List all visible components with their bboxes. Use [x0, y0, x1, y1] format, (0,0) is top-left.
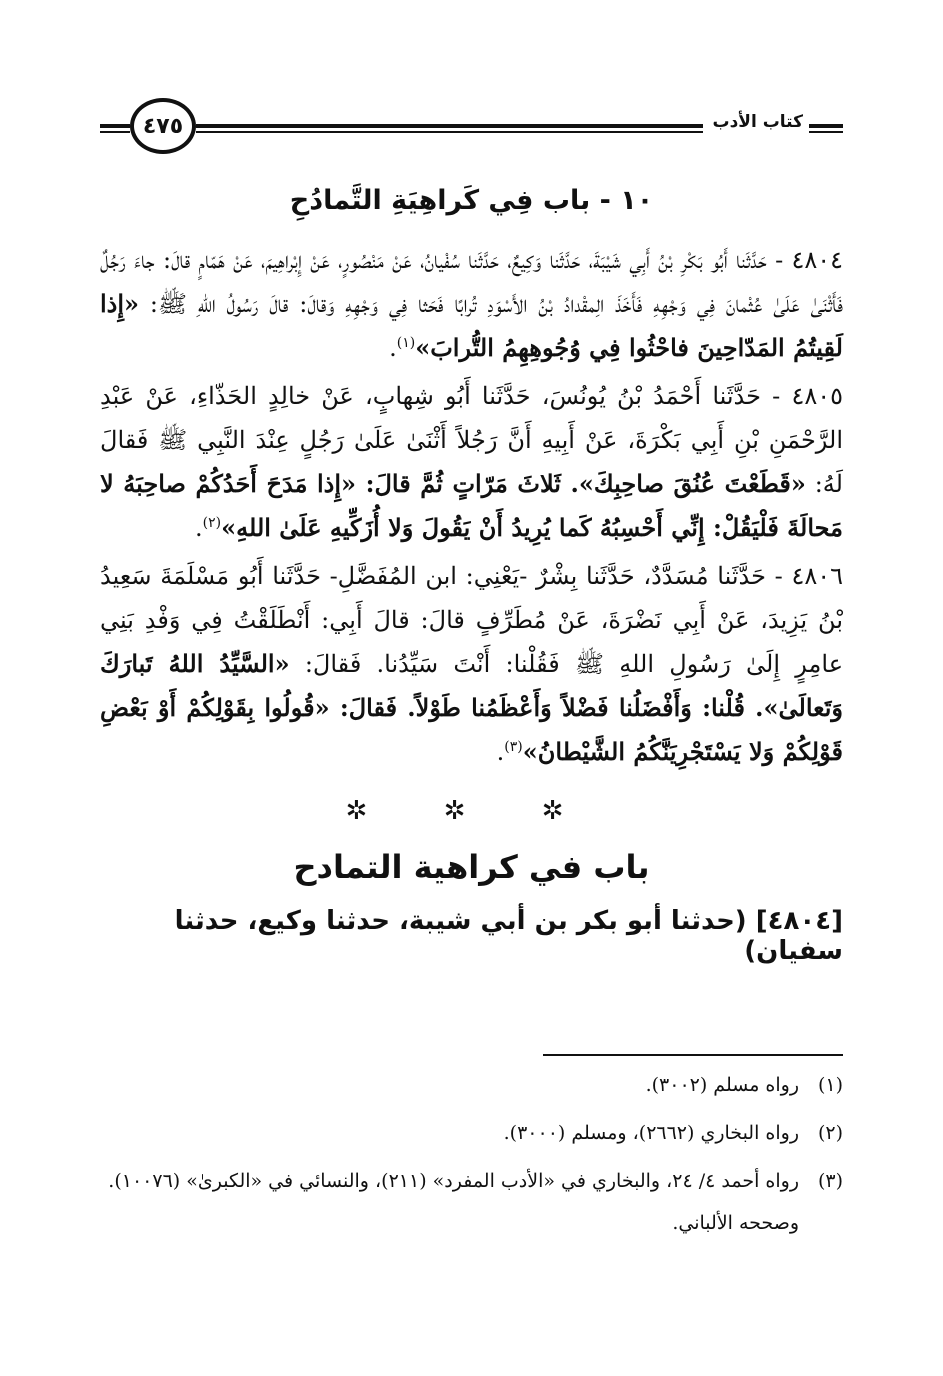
- footnote-divider: [543, 1054, 843, 1056]
- main-text: [100, 185, 843, 966]
- prophet-quote: «السَّيِّدُ اللهُ تَبارَكَ وَتَعالَىٰ». قُلْنا: وَأَفْضَلُنا فَضْلاً وَأَعْظَمُنا طَوْلاً. فَقالَ: «قُولُوا بِقَوْلِكُمْ أَوْ بَعْضِ قَوْلِكُمْ وَلا يَسْتَجْرِيَنَّكُمُ الشَّيْطانُ»: [100, 649, 843, 766]
- header-rule: [809, 124, 843, 128]
- book-title: كتاب الأدب: [712, 112, 803, 132]
- footnote-ref[interactable]: (٢): [202, 515, 222, 531]
- prophet-quote: «إِذا لَقِيتُمُ المَدّاحِينَ فاحْثُوا فِي وُجُوهِهِمُ التُّرابَ»: [100, 289, 843, 362]
- footnote: [100, 1116, 843, 1150]
- header-rule: [809, 131, 843, 133]
- commentary-text: [٤٨٠٤] (حدثنا أبو بكر بن أبي شيبة، حدثنا وكيع، حدثنا سفيان): [174, 906, 843, 966]
- header-rule: [100, 131, 130, 133]
- header-rule: [100, 124, 130, 128]
- header-rule: [196, 131, 703, 133]
- prophet-quote: «قَطَعْتَ عُنُقَ صاحِبِكَ». ثَلاثَ مَرّاتٍ ثُمَّ قالَ: «إِذا مَدَحَ أَحَدُكُمْ صاحِبَهُ لا مَحالَةَ فَلْيَقُلْ: إِنِّي أَحْسِبُهُ كَما يُرِيدُ أَنْ يَقُولَ وَلا أُزَكِّيهِ عَلَىٰ اللهِ»: [100, 469, 843, 542]
- page-header: [100, 98, 843, 160]
- footnote-number: (٢): [817, 1122, 843, 1144]
- commentary-heading: باب في كراهية التمادح: [293, 848, 650, 886]
- footnote: [100, 1164, 843, 1198]
- footnote-text: رواه أحمد ٤/ ٢٤، والبخاري في «الأدب المفرد» (٢١١)، والنسائي في «الكبرىٰ» (١٠٠٧٦).: [108, 1170, 799, 1192]
- footnote-number: (٣): [817, 1170, 843, 1192]
- page-number: ٤٧٥: [130, 98, 196, 154]
- header-rule: [196, 124, 703, 128]
- footnote-number: (١): [817, 1074, 843, 1096]
- hadith-text: ٤٨٠٤ - حَدَّثَنا أَبُو بَكْرِ بْنُ أَبِي شَيْبَةَ، حَدَّثَنا وَكِيعٌ، حَدَّثَنا سُفْيانُ، عَنْ مَنْصُورٍ، عَنْ إِبْراهِيمَ، عَنْ هَمّامٍ قالَ: جاءَ رَجُلٌ فَأَثْنَىٰ عَلَىٰ عُثْمانَ فِي وَجْهِهِ فَأَخَذَ الِمقْدادُ بْنُ الأَسْوَدِ تُرابًا فَحَثا فِي وَجْهِهِ وَقالَ: قالَ رَسُولُ اللهِ ﷺ:: [100, 246, 843, 318]
- chapter-heading: ١٠ - باب فِي كَراهِيَةِ التَّمادُحِ: [289, 185, 654, 216]
- hadith-paragraph: ٤٨٠٥ - حَدَّثَنا أَحْمَدُ بْنُ يُونُسَ، حَدَّثَنا أَبُو شِهابٍ، عَنْ خالِدٍ الحَذّاءِ، عَنْ عَبْدِ الرَّحْمَنِ بْنِ أَبِي بَكْرَةَ، عَنْ أَبِيهِ أَنَّ رَجُلاً أَثْنَىٰ عَلَىٰ رَجُلٍ عِنْدَ النَّبِي ﷺ فَقالَ لَهُ: «قَطَعْتَ عُنُقَ صاحِبِكَ». ثَلاثَ مَرّاتٍ ثُمَّ قالَ: «إِذا مَدَحَ أَحَدُكُمْ صاحِبَهُ لا مَحالَةَ فَلْيَقُلْ: إِنِّي أَحْسِبُهُ كَما يُرِيدُ أَنْ يَقُولَ وَلا أُزَكِّيهِ عَلَىٰ اللهِ»$^{(٢)}$.: [100, 382, 843, 542]
- hadith-paragraph: ٤٨٠٦ - حَدَّثَنا مُسَدَّدٌ، حَدَّثَنا بِشْرٌ -يَعْنِي: ابن المُفَضَّلِ- حَدَّثَنا أَبُو مَسْلَمَةَ سَعِيدُ بْنُ يَزِيدَ، عَنْ أَبِي نَضْرَةَ، عَنْ مُطَرِّفٍ قالَ: قالَ أَبِي: أَنْطَلَقْتُ فِي وَفْدِ بَنِي عامِرٍ إِلَىٰ رَسُولِ اللهِ ﷺ فَقُلْنا: أَنْتَ سَيِّدُنا. فَقالَ: «السَّيِّدُ اللهُ تَبارَكَ وَتَعالَىٰ». قُلْنا: وَأَفْضَلُنا فَضْلاً وَأَعْظَمُنا طَوْلاً. فَقالَ: «قُولُوا بِقَوْلِكُمْ أَوْ بَعْضِ قَوْلِكُمْ وَلا يَسْتَجْرِيَنَّكُمُ الشَّيْطانُ»$^{(٣)}$.: [100, 562, 844, 766]
- footnote-text: رواه البخاري (٢٦٦٢)، ومسلم (٣٠٠٠).: [503, 1122, 799, 1144]
- footnotes: [100, 1068, 843, 1234]
- section-separator: ✲ ✲ ✲: [345, 796, 598, 826]
- footnote-text: رواه مسلم (٣٠٠٢).: [645, 1074, 799, 1096]
- footnote: [100, 1068, 843, 1102]
- footnote-ref[interactable]: (٣): [504, 739, 523, 755]
- hadith-text: ٤٨٠٥ - حَدَّثَنا أَحْمَدُ بْنُ يُونُسَ، حَدَّثَنا أَبُو شِهابٍ، عَنْ خالِدٍ الحَذّاءِ، عَنْ عَبْدِ الرَّحْمَنِ بْنِ أَبِي بَكْرَةَ، عَنْ أَبِيهِ أَنَّ رَجُلاً أَثْنَىٰ عَلَىٰ رَجُلٍ عِنْدَ النَّبِي ﷺ فَقالَ لَهُ:: [100, 382, 843, 498]
- footnote-ref[interactable]: (١): [396, 335, 416, 351]
- footnote-text: وصححه الألباني.: [672, 1212, 799, 1234]
- hadith-text: ٤٨٠٦ - حَدَّثَنا مُسَدَّدٌ، حَدَّثَنا بِشْرٌ -يَعْنِي: ابن المُفَضَّلِ- حَدَّثَنا أَبُو مَسْلَمَةَ سَعِيدُ بْنُ يَزِيدَ، عَنْ أَبِي نَضْرَةَ، عَنْ مُطَرِّفٍ قالَ: قالَ أَبِي: أَنْطَلَقْتُ فِي وَفْدِ بَنِي عامِرٍ إِلَىٰ رَسُولِ اللهِ ﷺ فَقُلْنا: أَنْتَ سَيِّدُنا. فَقالَ:: [100, 562, 844, 678]
- hadith-paragraph: ٤٨٠٤ - حَدَّثَنا أَبُو بَكْرِ بْنُ أَبِي شَيْبَةَ، حَدَّثَنا وَكِيعٌ، حَدَّثَنا سُفْيانُ، عَنْ مَنْصُورٍ، عَنْ إِبْراهِيمَ، عَنْ هَمّامٍ قالَ: جاءَ رَجُلٌ فَأَثْنَىٰ عَلَىٰ عُثْمانَ فِي وَجْهِهِ فَأَخَذَ الِمقْدادُ بْنُ الأَسْوَدِ تُرابًا فَحَثا فِي وَجْهِهِ وَقالَ: قالَ رَسُولُ اللهِ ﷺ: «إِذا لَقِيتُمُ المَدّاحِينَ فاحْثُوا فِي وُجُوهِهِمُ التُّرابَ»$^{(١)}$.: [100, 246, 843, 362]
